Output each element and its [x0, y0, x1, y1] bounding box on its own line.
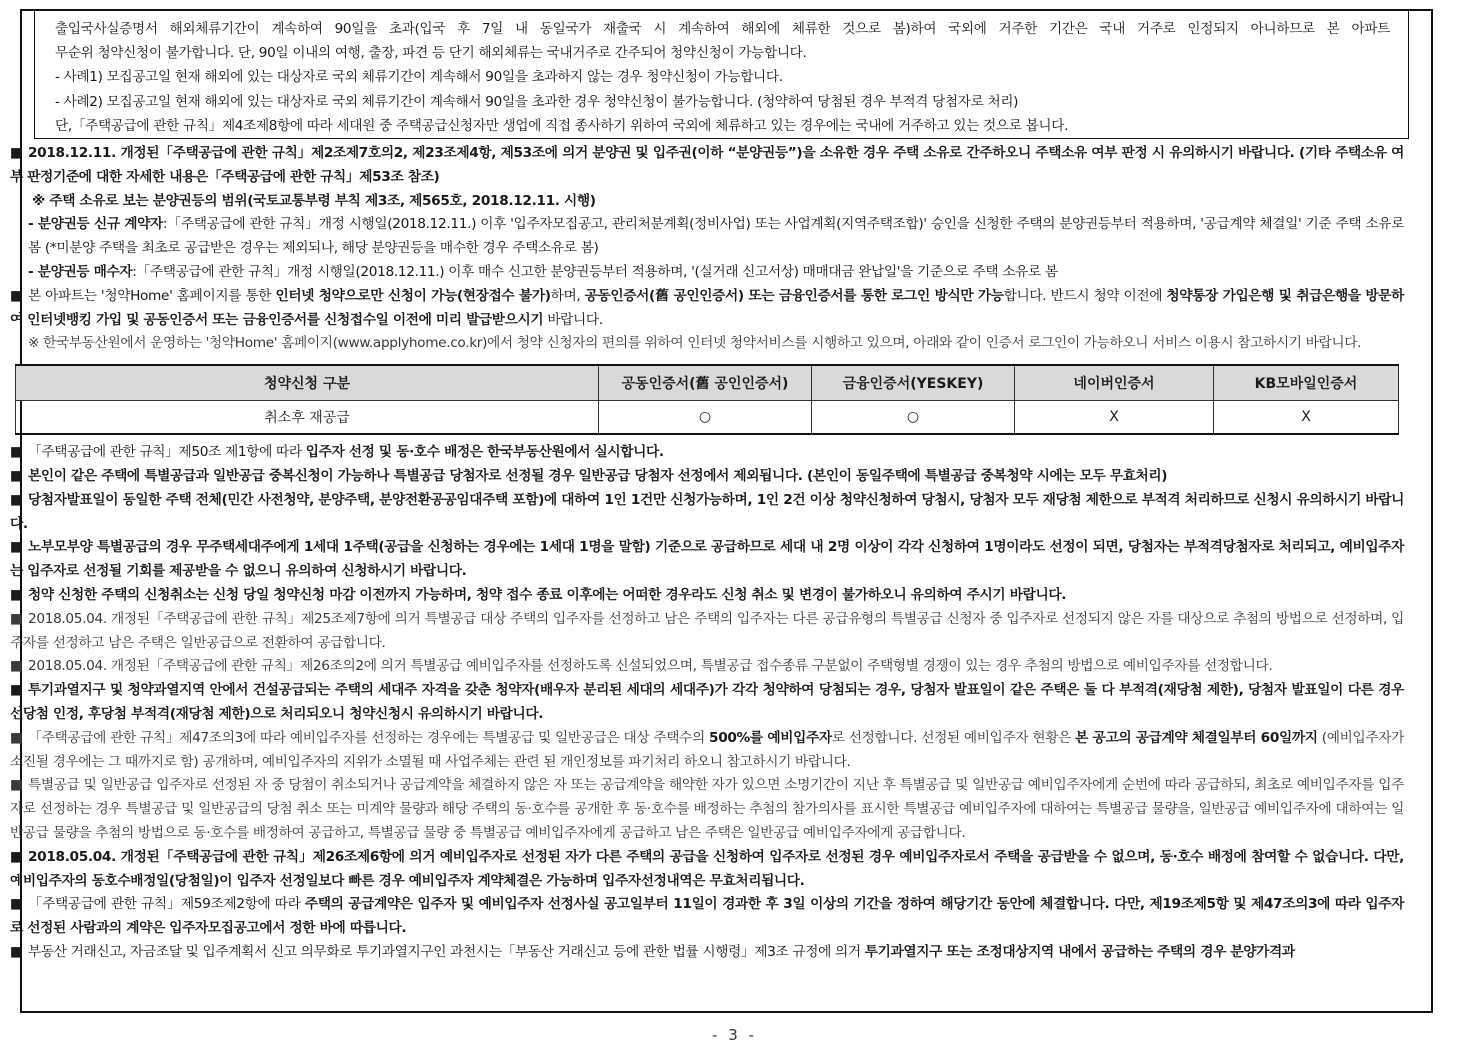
text-run: 본 아파트는 '청약Home' 홈페이지를 통한 — [28, 287, 276, 304]
paragraph-article-25 — [10, 608, 1404, 656]
table-row — [16, 401, 1399, 435]
table-cell: X — [1214, 401, 1399, 435]
paragraph-article-26-6 — [10, 846, 1404, 894]
paragraph-text: 당첨자발표일이 동일한 주택 전체(민간 사전청약, 분양주택, 분양전환공공임대주택 포함)에 대하여 1인 1건만 신청가능하며, 1인 2건 이상 청약신청하여 당첨시, 당첨자 모두 재당첨 제한으로 부적격 처리하므로 신청시 유의하시기 바랍니다. — [10, 491, 1404, 532]
text-run: 하며, — [550, 287, 585, 304]
text-run-bold: 청약통장 가입은행 및 취급은행을 방문하여 인터넷뱅킹 가입 및 공동인증서 또는 금융인증서를 신청접수일 이전에 미리 발급받으시기 — [10, 287, 1404, 328]
bullet-square-icon: ■ — [10, 444, 23, 461]
text-run: 「주택공급에 관한 규칙」제50조 제1항에 따라 — [28, 444, 306, 461]
table-header-cell: 금융인증서(YESKEY) — [812, 365, 1015, 401]
paragraph-selection-by-reb — [10, 441, 1404, 465]
text-run-bold: 본 공고의 공급계약 체결일부터 60일까지 — [1075, 729, 1318, 746]
paragraph-online-application — [10, 285, 1404, 333]
page-number: - 3 - — [712, 1026, 757, 1044]
paragraph-duplicate-application — [10, 465, 1404, 489]
bullet-square-icon: ■ — [10, 729, 23, 746]
bullet-square-icon: ■ — [10, 658, 23, 675]
notice-line-1: 출입국사실증명서 해외체류기간이 계속하여 90일을 초과(입국 후 7일 내 동일국가 재출국 시 계속하여 해외에 체류한 것으로 봄)하여 국외에 거주한 기간은 국내 거주로 인정되지 아니하므로 본 아파트 — [55, 21, 1390, 37]
table-cell: ○ — [812, 401, 1015, 435]
bullet-square-icon: ■ — [10, 777, 23, 794]
bullet-square-icon: ■ — [10, 943, 23, 960]
text-run-bold: 인터넷 청약으로만 신청이 가능(현장접수 불가) — [275, 287, 551, 304]
paragraph-one-application-rule — [10, 489, 1404, 537]
bullet-square-icon: ■ — [10, 287, 23, 304]
presale-new-contract-item — [10, 213, 1404, 261]
paragraph-text: 투기과열지구 및 청약과열지역 안에서 건설공급되는 주택의 세대주 자격을 갖춘 청약자(배우자 분리된 세대의 세대주)가 각각 청약하여 당첨되는 경우, 당첨자 발표일이 같은 주택은 둘 다 부적격(재당첨 제한), 당첨자 발표일이 다른 경우 선당첨 인정, 후당첨 부적격(재당첨 제한)으로 처리되오니 청약신청시 유의하시기 바랍니다. — [10, 682, 1404, 722]
text-run: (예비입주자가 소진될 경우에는 그 때까지로 함) 공개하며, 예비입주자의 지위가 소멸될 때 사업주체는 관련 된 개인정보를 파기처리 하오니 참고하시기 바랍니다. — [10, 729, 1404, 770]
presale-buyer-item — [10, 261, 1404, 285]
notice-line-3: - 사례1) 모집공고일 현재 해외에 있는 대상자로 국외 체류기간이 계속해서 90일을 초과하지 않는 경우 청약신청이 가능합니다. — [55, 69, 783, 86]
item-text: :「주택공급에 관한 규칙」개정 시행일(2018.12.11.) 이후 '입주자모집공고, 관리처분계획(정비사업) 또는 사업계획(지역주택조합)' 승인을 신청한 주택의 분양권등부터 적용하며, '공급계약 체결일' 기준 주택 소유로 봄 (*미분양 주택을 최초로 공급받은 경우는 제외되나, 해당 분양권등을 매수한 경우 주택소유로 봄) — [28, 216, 1404, 257]
bullet-square-icon: ■ — [10, 145, 23, 161]
bullet-square-icon: ■ — [10, 682, 23, 699]
bullet-square-icon: ■ — [10, 586, 23, 603]
paragraph-overheated-district — [10, 679, 1404, 727]
item-label: - 분양권등 매수자 — [28, 263, 133, 280]
text-run: 「주택공급에 관한 규칙」제47조의3에 따라 예비입주자를 선정하는 경우에는 특별공급 및 일반공급은 대상 주택수의 — [28, 729, 710, 746]
text-run: 「주택공급에 관한 규칙」제59조제2항에 따라 — [28, 896, 305, 913]
paragraph-text: 본인이 같은 주택에 특별공급과 일반공급 중복신청이 가능하나 특별공급 당첨자로 선정될 경우 일반공급 당첨자 선정에서 제외됩니다. (본인이 동일주택에 특별공급 중복청약 시에는 모두 무효처리) — [28, 467, 1168, 484]
text-run: 바랍니다. — [543, 311, 603, 328]
paragraph-cancellation — [10, 584, 1404, 608]
bullet-square-icon: ■ — [10, 610, 23, 627]
text-run-bold: 500%를 예비입주자 — [709, 729, 832, 746]
paragraph-text: 2018.05.04. 개정된「주택공급에 관한 규칙」제25조제7항에 의거 특별공급 대상 주택의 입주자를 선정하고 남은 주택의 입주자는 다른 공급유형의 특별공급 신청자 중 입주자로 선정되지 않은 자를 대상으로 추첨의 방법으로 선정하며, 입주자를 선정하고 남은 주택은 일반공급으로 전환하여 공급합니다. — [10, 610, 1404, 651]
bullet-square-icon: ■ — [10, 896, 23, 913]
text-run-bold: 주택의 공급계약은 입주자 및 예비입주자 선정사실 공고일부터 11일이 경과한 후 3일 이상의 기간을 정하여 해당기간 동안에 체결합니다. 다만, 제19조제5항 및 제47조의3에 따라 입주자로 선정된 사람과의 계약은 입주자모집공고에서 정한 바에 따릅니다. — [10, 896, 1404, 937]
paragraph-text: 특별공급 및 일반공급 입주자로 선정된 자 중 당첨이 취소되거나 공급계약을 체결하지 않은 자 또는 공급계약을 해약한 자가 있으면 소명기간이 지난 후 특별공급 및 일반공급 예비입주자에게 순번에 따라 공급하되, 최초로 예비입주자를 입주자로 선정하는 경우 특별공급 및 일반공급의 당첨 취소 또는 미계약 물량과 해당 주택의 동·호수를 공개한 후 동·호수를 배정하는 추첨의 참가의사를 표시한 특별공급 예비입주자에 대하여는 특별공급 물량을, 일반공급 예비입주자에 대하여는 일반공급 물량을 추첨의 방법으로 동·호수를 배정하여 공급하고, 특별공급 물량 중 특별공급 예비입주자에게 공급하고 남은 주택은 일반공급 예비입주자에게 공급합니다. — [10, 777, 1404, 841]
text-run-bold: 입주자 선정 및 동·호수 배정은 한국부동산원에서 실시합니다. — [305, 444, 664, 461]
paragraph-text: 노부모부양 특별공급의 경우 무주택세대주에게 1세대 1주택(공급을 신청하는 경우에는 1세대 1명을 말함) 기준으로 공급하므로 세대 내 2명 이상이 각각 신청하여 1명이라도 선정이 되면, 당첨자는 부적격당첨자로 처리되고, 예비입주자는 입주자로 선정될 기회를 제공받을 수 없으니 유의하여 신청하시기 바랍니다. — [10, 539, 1404, 580]
text-run-bold: 투기과열지구 또는 조정대상지역 내에서 공급하는 주택의 경우 분양가격과 — [864, 943, 1295, 960]
bullet-square-icon: ■ — [10, 539, 23, 556]
paragraph-text: 청약 신청한 주택의 신청취소는 신청 당일 청약신청 마감 이전까지 가능하며, 청약 접수 종료 이후에는 어떠한 경우라도 신청 취소 및 변경이 불가하오니 유의하여 주시기 바랍니다. — [28, 586, 1067, 603]
text-run-bold: 공동인증서(舊 공인인증서) 또는 금융인증서를 통한 로그인 방식만 가능 — [584, 287, 1004, 304]
paragraph-article-26-2 — [10, 655, 1404, 679]
table-header-cell: 공동인증서(舊 공인인증서) — [599, 365, 812, 401]
paragraph-elderly-parent-supply — [10, 536, 1404, 584]
table-header-row — [16, 365, 1399, 401]
table-cell: ○ — [599, 401, 812, 435]
certificate-login-table — [15, 364, 1399, 435]
text-run: 로 선정합니다. 선정된 예비입주자 현황은 — [831, 729, 1076, 746]
presale-rights-scope-note: ※ 주택 소유로 보는 분양권등의 범위(국토교통부령 부칙 제3조, 제565호, 2018.12.11. 시행) — [32, 192, 596, 209]
bullet-square-icon: ■ — [10, 491, 23, 508]
applyhome-note: ※ 한국부동산원에서 운영하는 '청약Home' 홈페이지(www.applyhome.co.kr)에서 청약 신청자의 편의를 위하여 인터넷 청약서비스를 시행하고 있으며, 아래와 같이 인증서 로그인이 가능하오니 서비스 이용시 참고하시기 바랍니다. — [28, 335, 1362, 352]
notice-line-4: - 사례2) 모집공고일 현재 해외에 있는 대상자로 국외 체류기간이 계속해서 90일을 초과한 경우 청약신청이 불가능합니다. (청약하여 당첨된 경우 부적격 당첨자로 처리) — [55, 93, 1019, 110]
item-label: - 분양권등 신규 계약자 — [28, 216, 163, 233]
table-header-cell: 네이버인증서 — [1015, 365, 1214, 401]
table-header-cell: KB모바일인증서 — [1214, 365, 1399, 401]
notice-line-5: 단,「주택공급에 관한 규칙」제4조제8항에 따라 세대원 중 주택공급신청자만 생업에 직접 종사하기 위하여 국외에 체류하고 있는 경우에는 국내에 거주하고 있는 것으로 봅니다. — [55, 117, 1069, 134]
paragraph-text: 2018.12.11. 개정된「주택공급에 관한 규칙」제2조제7호의2, 제23조제4항, 제53조에 의거 분양권 및 입주권(이하 “분양권등”)을 소유한 경우 주택 소유로 간주하오니 주택소유 여부 판정 시 유의하시기 바랍니다. (기타 주택소유 여부 판정기준에 대한 자세한 내용은「주택공급에 관한 규칙」제53조 참조) — [10, 145, 1404, 185]
notice-line-2: 무순위 청약신청이 불가합니다. 단, 90일 이내의 여행, 출장, 파견 등 단기 해외체류는 국내거주로 간주되어 청약신청이 가능합니다. — [55, 45, 807, 62]
paragraph-reserve-500-percent — [10, 727, 1404, 775]
table-header-cell: 청약신청 구분 — [16, 365, 599, 401]
overseas-residence-notice-box — [34, 9, 1409, 139]
table-cell: X — [1015, 401, 1214, 435]
paragraph-contract-period — [10, 893, 1404, 941]
table-cell: 취소후 재공급 — [16, 401, 599, 435]
bullet-square-icon: ■ — [10, 467, 23, 484]
document-body — [10, 142, 1404, 965]
item-text: :「주택공급에 관한 규칙」개정 시행일(2018.12.11.) 이후 매수 신고한 분양권등부터 적용하며, '(실거래 신고서상) 매매대금 완납일'을 기준으로 주택 소유로 봄 — [132, 263, 1058, 280]
text-run: 부동산 거래신고, 자금조달 및 입주계획서 신고 의무화로 투기과열지구인 과천시는「부동산 거래신고 등에 관한 법률 시행령」제3조 규정에 의거 — [28, 943, 865, 960]
paragraph-presale-rights — [10, 142, 1404, 190]
bullet-square-icon: ■ — [10, 848, 23, 865]
text-run: 합니다. 반드시 청약 이전에 — [1003, 287, 1167, 304]
paragraph-text: 2018.05.04. 개정된「주택공급에 관한 규칙」제26조제6항에 의거 예비입주자로 선정된 자가 다른 주택의 공급을 신청하여 입주자로 선정된 경우 예비입주자로서 주택을 공급받을 수 없으며, 동·호수 배정에 참여할 수 없습니다. 다만, 예비입주자의 동호수배정일(당첨일)이 입주자 선정일보다 빠른 경우 예비입주자 계약체결은 가능하며 입주자선정내역은 무효처리됩니다. — [10, 848, 1404, 889]
paragraph-real-estate-report — [10, 941, 1404, 965]
paragraph-reserve-allocation — [10, 774, 1404, 845]
paragraph-text: 2018.05.04. 개정된「주택공급에 관한 규칙」제26조의2에 의거 특별공급 예비입주자를 선정하도록 신설되었으며, 특별공급 접수종류 구분없이 주택형별 경쟁이 있는 경우 추첨의 방법으로 예비입주자를 선정합니다. — [28, 658, 1273, 675]
